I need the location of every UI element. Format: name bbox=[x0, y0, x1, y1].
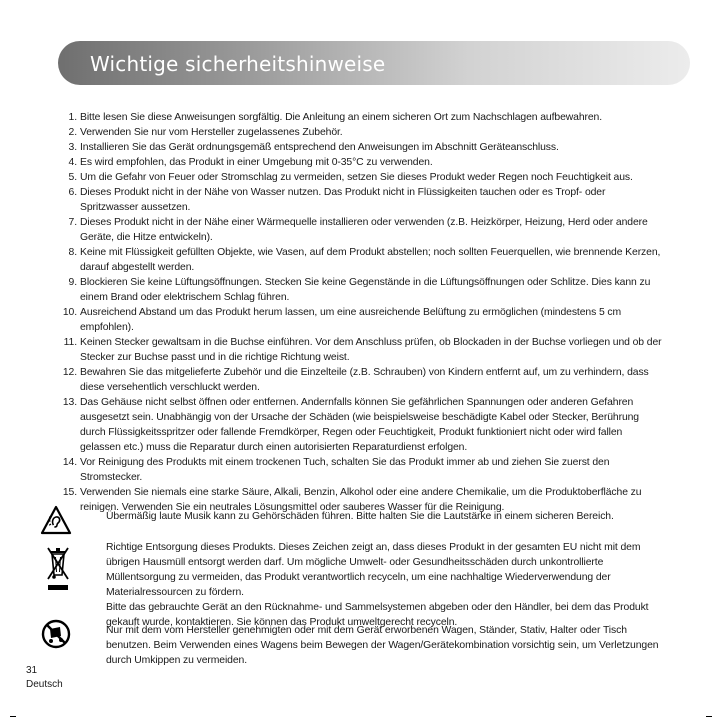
hearing-warning-icon bbox=[40, 505, 72, 535]
item-number: 6. bbox=[68, 187, 77, 198]
item-text: Dieses Produkt nicht in der Nähe von Wasser nutzen. Das Produkt nicht in Flüssigkeiten tauchen oder es Tropf- oder Spritzwasser aussetzen. bbox=[80, 187, 606, 213]
list-item bbox=[40, 185, 665, 215]
item-text: Dieses Produkt nicht in der Nähe einer Wärmequelle installieren oder verwenden (z.B. Heizkörper, Heizung, Herd oder andere Geräte, die Hitze entwickeln). bbox=[80, 217, 648, 243]
item-number: 3. bbox=[68, 142, 77, 153]
item-text: Keine mit Flüssigkeit gefüllten Objekte, wie Vasen, auf dem Produkt abstellen; noch sollten Feuerquellen, wie brennende Kerzen, darauf abgestellt werden. bbox=[80, 247, 661, 273]
list-item bbox=[40, 215, 665, 245]
cart-notice bbox=[106, 623, 666, 668]
page-language: Deutsch bbox=[26, 679, 63, 690]
item-text: Ausreichend Abstand um das Produkt herum lassen, um eine ausreichende Belüftung zu ermöglichen (mindestens 5 cm empfohlen). bbox=[80, 307, 622, 333]
item-text: Keinen Stecker gewaltsam in die Buchse einführen. Vor dem Anschluss prüfen, ob Blockaden in der Buchse vorliegen und ob der Stecker zur Buchse passt und in die richtige Richtung weist. bbox=[80, 337, 662, 363]
list-item bbox=[40, 245, 665, 275]
safety-instructions-list bbox=[40, 110, 665, 515]
item-text: Bitte lesen Sie diese Anweisungen sorgfältig. Die Anleitung an einem sicheren Ort zum Nachschlagen aufbewahren. bbox=[80, 112, 603, 123]
list-item bbox=[40, 275, 665, 305]
list-item bbox=[40, 125, 665, 140]
section-title: Wichtige sicherheitshinweise bbox=[90, 52, 386, 76]
item-number: 5. bbox=[68, 172, 77, 183]
list-item bbox=[40, 395, 665, 455]
crop-mark bbox=[706, 716, 712, 717]
disposal-notice-text-2: Bitte das gebrauchte Gerät an den Rücknahme- und Sammelsystemen abgeben oder den Händler, bei dem das Produkt gekauft wurde, kontaktieren. Sie können das Produkt umweltgerecht recyceln. bbox=[106, 602, 649, 628]
list-item bbox=[40, 455, 665, 485]
list-item bbox=[40, 155, 665, 170]
item-number: 12. bbox=[62, 367, 77, 378]
item-text: Verwenden Sie niemals eine starke Säure, Alkali, Benzin, Alkohol oder eine andere Chemikalie, um die Produktoberfläche zu reinigen. Verwenden Sie ein neutrales Lösungsmittel oder sauberes Wasser für die Reinigung. bbox=[80, 487, 642, 513]
item-number: 15. bbox=[62, 487, 77, 498]
list-item bbox=[40, 110, 665, 125]
item-number: 13. bbox=[62, 397, 77, 408]
item-text: Bewahren Sie das mitgelieferte Zubehör und die Einzelteile (z.B. Schrauben) von Kindern entfernt auf, um zu verhindern, dass diese versehentlich verschluckt werden. bbox=[80, 367, 649, 393]
item-number: 7. bbox=[68, 217, 77, 228]
cart-notice-text: Nur mit dem vom Hersteller genehmigten oder mit dem Gerät erworbenen Wagen, Ständer, Stativ, Halter oder Tisch benutzen. Beim Verwenden eines Wagens beim Bewegen der Wagen/Gerätekombination vorsichtig sein, um Verletzungen durch Umkippen zu vermeiden. bbox=[106, 625, 659, 666]
page-number: 31 bbox=[26, 665, 38, 676]
list-item bbox=[40, 335, 665, 365]
item-number: 10. bbox=[62, 307, 77, 318]
hearing-notice-text: Übermäßig laute Musik kann zu Gehörschäden führen. Bitte halten Sie die Lautstärke in einem sicheren Bereich. bbox=[106, 511, 614, 522]
item-number: 4. bbox=[68, 157, 77, 168]
list-item bbox=[40, 170, 665, 185]
no-cart-tipover-icon bbox=[41, 619, 71, 649]
item-text: Es wird empfohlen, das Produkt in einer Umgebung mit 0-35°C zu verwenden. bbox=[80, 157, 433, 168]
list-item bbox=[40, 365, 665, 395]
item-number: 14. bbox=[62, 457, 77, 468]
disposal-notice bbox=[106, 540, 666, 630]
weee-bin-icon bbox=[46, 545, 70, 593]
item-text: Blockieren Sie keine Lüftungsöffnungen. Stecken Sie keine Gegenstände in die Lüftungsöffnungen oder Schlitze. Dies kann zu einem Brand oder elektrischem Schlag führen. bbox=[80, 277, 651, 303]
item-text: Vor Reinigung des Produkts mit einem trockenen Tuch, schalten Sie das Produkt immer ab und ziehen Sie zuerst den Stromstecker. bbox=[80, 457, 610, 483]
item-text: Installieren Sie das Gerät ordnungsgemäß entsprechend den Anweisungen im Abschnitt Geräteanschluss. bbox=[80, 142, 559, 153]
disposal-notice-text-1: Richtige Entsorgung dieses Produkts. Dieses Zeichen zeigt an, dass dieses Produkt in der gesamten EU nicht mit dem übrigen Hausmüll entsorgt werden darf. Um mögliche Umwelt- oder Gesundheitsschäden durch unkontrollierte Müllentsorgung zu vermeiden, das Produkt verantwortlich recyceln, um eine nachhaltige Wiederverwendung der Materialressourcen zu fördern. bbox=[106, 542, 641, 598]
list-item bbox=[40, 305, 665, 335]
item-number: 1. bbox=[68, 112, 77, 123]
item-number: 11. bbox=[63, 337, 77, 348]
item-number: 2. bbox=[68, 127, 77, 138]
crop-mark bbox=[10, 716, 16, 717]
list-item bbox=[40, 140, 665, 155]
item-number: 8. bbox=[68, 247, 77, 258]
hearing-notice bbox=[106, 509, 666, 524]
item-text: Um die Gefahr von Feuer oder Stromschlag zu vermeiden, setzen Sie dieses Produkt weder Regen noch Feuchtigkeit aus. bbox=[80, 172, 633, 183]
item-text: Verwenden Sie nur vom Hersteller zugelassenes Zubehör. bbox=[80, 127, 343, 138]
item-text: Das Gehäuse nicht selbst öffnen oder entfernen. Andernfalls können Sie gefährlichen Spannungen oder anderen Gefahren ausgesetzt sein. Unabhängig von der Ursache der Schäden (wie beispielsweise beschädigte Kabel oder Stecker, Berührung durch Flüssigkeitsspritzer oder fallende Fremdkörper, Regen oder Feuchtigkeit, Produkt funktioniert nicht oder wird fallen gelassen etc.) muss die Reparatur durch einen autorisierten Reparaturdienst erfolgen. bbox=[80, 397, 639, 453]
item-number: 9. bbox=[68, 277, 77, 288]
